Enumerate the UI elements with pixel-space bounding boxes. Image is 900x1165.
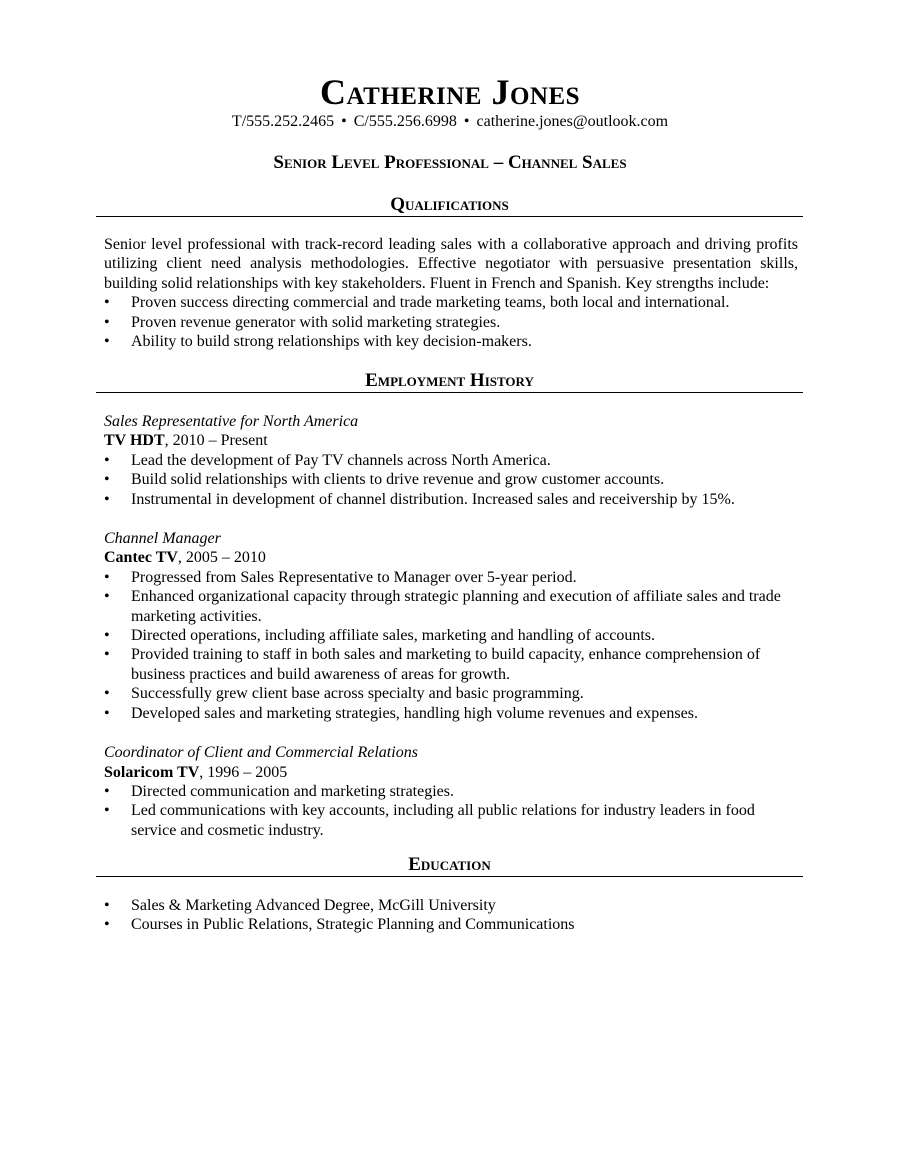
list-item: • Sales & Marketing Advanced Degree, McGill University xyxy=(104,896,798,915)
list-item: • Directed operations, including affiliate sales, marketing and handling of accounts. xyxy=(104,626,798,645)
job-bullets xyxy=(104,568,798,723)
list-item: • Instrumental in development of channel distribution. Increased sales and receivership by 15%. xyxy=(104,490,798,509)
candidate-name: Catherine Jones xyxy=(319,72,581,112)
list-item: • Build solid relationships with clients to drive revenue and grow customer accounts. xyxy=(104,470,798,489)
list-item: • Developed sales and marketing strategies, handling high volume revenues and expenses. xyxy=(104,704,798,723)
job-company-line xyxy=(104,763,798,782)
cell-number: C/555.256.6998 xyxy=(353,113,457,130)
list-item: • Provided training to staff in both sales and marketing to build capacity, enhance comprehension of business practices and build awareness of areas for growth. xyxy=(104,645,798,684)
company-name: Cantec TV xyxy=(104,549,178,567)
job-dates: , 1996 – 2005 xyxy=(199,763,288,781)
qualifications-heading: Qualifications xyxy=(390,194,509,215)
job-company-line xyxy=(104,548,798,567)
qualifications-list xyxy=(104,293,798,351)
job-bullets xyxy=(104,451,798,509)
education-heading: Education xyxy=(408,854,491,875)
job-company-line xyxy=(104,431,798,450)
job-role: Sales Representative for North America xyxy=(104,413,359,430)
list-item: • Ability to build strong relationships with key decision-makers. xyxy=(104,332,798,351)
job-entry xyxy=(104,743,798,840)
list-item: • Enhanced organizational capacity through strategic planning and execution of affiliate sales and trade marketing activities. xyxy=(104,587,798,626)
qualifications-section xyxy=(104,235,798,351)
education-divider xyxy=(96,876,803,877)
list-item: • Led communications with key accounts, including all public relations for industry leaders in food service and cosmetic industry. xyxy=(104,801,798,840)
list-item: • Directed communication and marketing strategies. xyxy=(104,782,798,801)
contact-line xyxy=(0,112,900,132)
email-address: catherine.jones@outlook.com xyxy=(476,113,669,130)
list-item: • Proven success directing commercial and trade marketing teams, both local and international. xyxy=(104,293,798,312)
job-role: Coordinator of Client and Commercial Relations xyxy=(104,744,418,762)
qualifications-divider xyxy=(96,216,803,217)
employment-section xyxy=(104,412,798,860)
employment-heading: Employment History xyxy=(365,370,534,391)
job-entry xyxy=(104,412,798,509)
job-entry xyxy=(104,529,798,723)
company-name: TV HDT xyxy=(104,432,165,450)
list-item: • Courses in Public Relations, Strategic Planning and Communications xyxy=(104,915,798,934)
contact-separator: • xyxy=(463,113,470,130)
education-section xyxy=(104,896,798,935)
education-list xyxy=(104,896,798,935)
job-bullets xyxy=(104,782,798,840)
list-item: • Progressed from Sales Representative to Manager over 5-year period. xyxy=(104,568,798,587)
contact-separator: • xyxy=(341,113,347,130)
employment-divider xyxy=(96,392,803,393)
qualifications-summary: Senior level professional with track-record leading sales with a collaborative approach and driving profits utilizing client need analysis methodologies. Effective negotiator with persuasive presentation skills, building solid relationships with key stakeholders. Fluent in French and Spanish. Key strengths include: xyxy=(104,236,798,292)
job-role: Channel Manager xyxy=(104,530,221,548)
company-name: Solaricom TV xyxy=(104,763,200,781)
list-item: • Lead the development of Pay TV channels across North America. xyxy=(104,451,798,470)
job-dates: , 2005 – 2010 xyxy=(177,549,266,567)
job-dates: , 2010 – Present xyxy=(164,432,268,450)
professional-headline: Senior Level Professional – Channel Sales xyxy=(273,152,627,173)
list-item: • Successfully grew client base across specialty and basic programming. xyxy=(104,684,798,703)
phone-number: T/555.252.2465 xyxy=(231,113,335,130)
list-item: • Proven revenue generator with solid marketing strategies. xyxy=(104,313,798,332)
